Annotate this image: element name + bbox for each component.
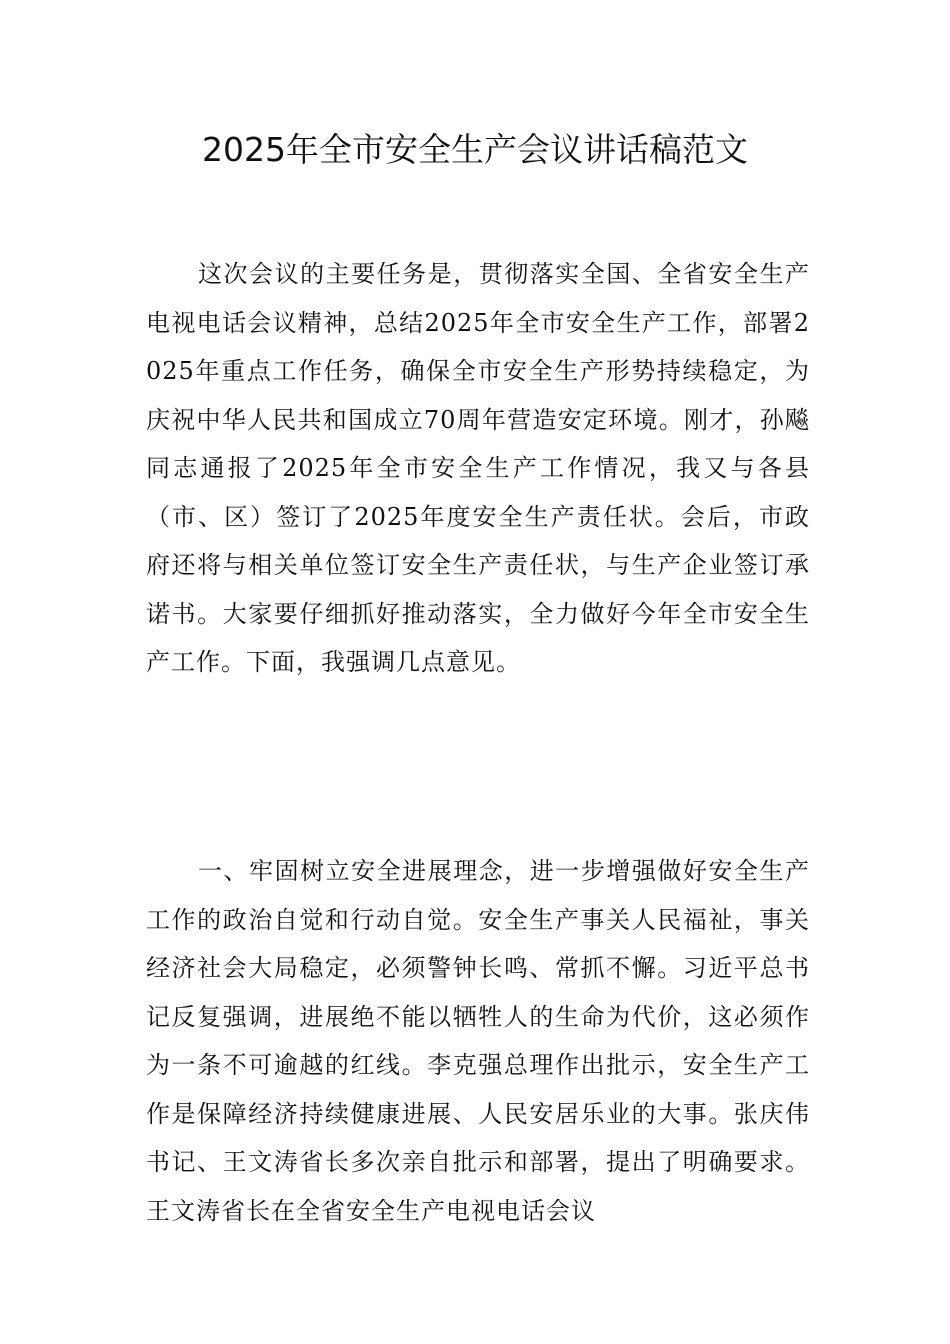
paragraph-section-1: 一、牢固树立安全进展理念，进一步增强做好安全生产工作的政治自觉和行动自觉。安全生产事关人民福祉，事关经济社会大局稳定，必须警钟长鸣、常抓不懈。习近平总书记反复强调，进展绝不能以牺牲人的生命为代价，这必须作为一条不可逾越的红线。李克强总理作出批示，安全生产工作是保障经济持续健康进展、人民安居乐业的大事。张庆伟书记、王文涛省长多次亲自批示和部署，提出了明确要求。王文涛省长在全省安全生产电视电话会议: [146, 857, 810, 1225]
paragraph-intro: 这次会议的主要任务是，贯彻落实全国、全省安全生产电视电话会议精神，总结2025年全市安全生产工作，部署2025年重点工作任务，确保全市安全生产形势持续稳定，为庆祝中华人民共和国成立70周年营造安定环境。刚才，孙飚同志通报了2025年全市安全生产工作情况，我又与各县（市、区）签订了2025年度安全生产责任状。会后，市政府还将与相关单位签订安全生产责任状，与生产企业签订承诺书。大家要仔细抓好推动落实，全力做好今年全市安全生产工作。下面，我强调几点意见。: [146, 260, 810, 676]
document-title: 2025年全市安全生产会议讲话稿范文: [202, 130, 748, 169]
